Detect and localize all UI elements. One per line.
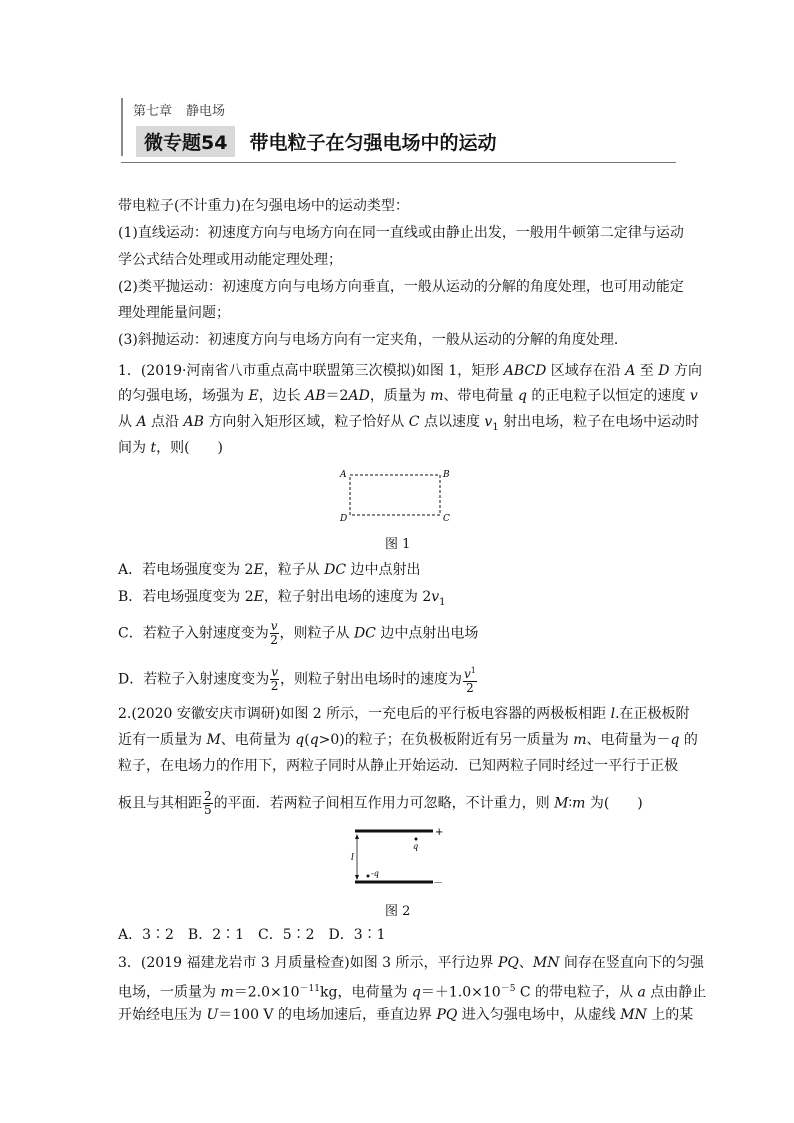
figure-2 [345, 826, 450, 890]
q2-line4: 板且与其相距 $\frac{2}{5}$ 的平面．若两粒子间相互作用力可忽略，不计重力，则 M∶m 为( ) [118, 789, 643, 817]
q2-line1: 2.(2020 安徽安庆市调研)如图 2 所示，一充电后的平行板电容器的两极板相距 l.在正极板附 [118, 706, 690, 722]
q2-line3: 粒子，在电场力的作用下，两粒子同时从静止开始运动．已知两粒子同时经过一平行于正极 [118, 758, 678, 774]
figure-1-caption: 图 1 [385, 537, 411, 552]
arrow-head-bottom [355, 875, 359, 880]
q3-line1: 3．(2019 福建龙岩市 3 月质量检查)如图 3 所示，平行边界 PQ、MN 间存在竖直向下的匀强 [118, 955, 704, 971]
intro-item1-line1: (1)直线运动：初速度方向与电场方向在同一直线或由静止出发，一般用牛顿第二定律与运动 [118, 225, 684, 241]
topic-title: 带电粒子在匀强电场中的运动 [249, 132, 497, 154]
plus-sign: + [435, 827, 444, 838]
q1-option-b: B．若电场强度变为 2E，粒子射出电场的速度为 $2v_1$ [118, 589, 446, 608]
q1-option-c: C．若粒子入射速度变为 $\frac{v}{2}$ ，则粒子从 DC 边中点射出电场 [118, 619, 479, 647]
q1-option-d: D．若粒子入射速度变为 $\frac{v}{2}$ ，则粒子射出电场时的速度为 $\frac{v^1}{2}$ [118, 665, 476, 695]
label-D: D [340, 514, 348, 524]
header-accent-bar [121, 98, 123, 156]
header-divider [121, 162, 676, 163]
intro-item1-line2: 学公式结合处理或用动能定理处理； [118, 252, 342, 268]
particle-negq [367, 875, 370, 878]
q2-line2: 近有一质量为 M、电荷量为 q(q>0)的粒子；在负极板附近有另一质量为 m、电荷量为－q 的 [118, 732, 698, 748]
particle-negq-label: -q [371, 869, 379, 878]
q1-line1: 1．(2019·河南省八市重点高中联盟第三次模拟)如图 1，矩形 ABCD 区域存在沿 A 至 D 方向 [118, 363, 702, 379]
q1-line3: 从 A 点沿 AB 方向射入矩形区域，粒子恰好从 C 点以速度 $v_1$ 射出电场，粒子在电场中运动时 [118, 414, 700, 433]
q2-options: A．3∶2 B．2∶1 C．5∶2 D．3∶1 [118, 927, 386, 943]
arrow-head-top [355, 834, 359, 839]
chapter-label [133, 100, 239, 119]
chapter-name: 静电场 [186, 104, 226, 119]
intro-item2-line2: 理处理能量问题； [118, 305, 230, 321]
field-rectangle [350, 475, 440, 515]
distance-label: l [351, 853, 354, 863]
label-B: B [443, 470, 450, 480]
chapter-number: 第七章 [133, 104, 173, 119]
intro-lead: 带电粒子(不计重力)在匀强电场中的运动类型： [118, 198, 409, 214]
label-C: C [443, 514, 450, 524]
q1-line2: 的匀强电场，场强为 E，边长 AB＝2AD，质量为 m、带电荷量 q 的正电粒子以恒定的速度 v [118, 388, 698, 404]
figure-2-caption: 图 2 [385, 904, 411, 919]
page-title [136, 126, 496, 157]
label-A: A [340, 470, 347, 480]
particle-q-label: q [413, 842, 419, 851]
q1-option-a: A．若电场强度变为 2E，粒子从 DC 边中点射出 [118, 562, 421, 578]
topic-tag: 微专题54 [136, 126, 235, 157]
intro-item2-line1: (2)类平抛运动：初速度方向与电场方向垂直，一般从运动的分解的角度处理，也可用动能定 [118, 279, 684, 295]
intro-item3: (3)斜抛运动：初速度方向与电场方向有一定夹角，一般从运动的分解的角度处理． [118, 332, 628, 348]
particle-q [415, 838, 418, 841]
minus-sign: － [433, 878, 443, 889]
q1-line4: 间为 t，则( ) [118, 440, 224, 456]
q3-line2: 电场，一质量为 $m=2.0\times 10^{-11}kg$，电荷量为 $q=+1.0\times 10^{-5}$ C 的带电粒子，从 a 点由静止 [118, 984, 707, 1001]
figure-1 [335, 464, 465, 526]
q3-line3: 开始经电压为 U＝100 V 的电场加速后，垂直边界 PQ 进入匀强电场中，从虚线 MN 上的某 [118, 1007, 694, 1023]
